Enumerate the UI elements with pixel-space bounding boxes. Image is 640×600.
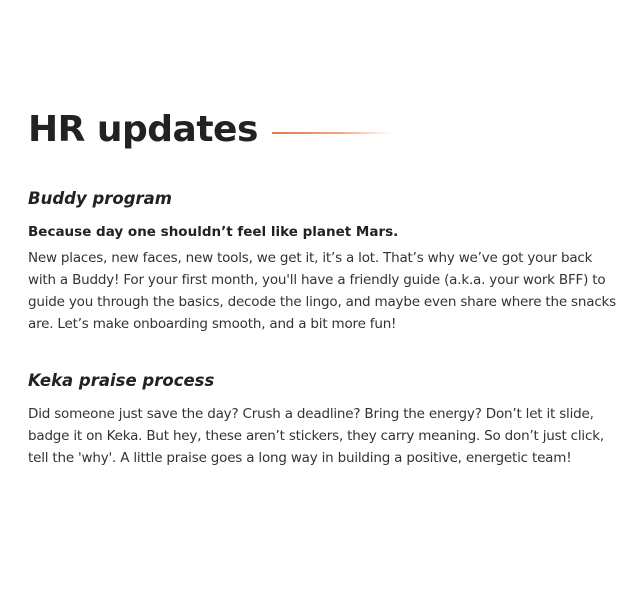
section-lead: Because day one shouldn’t feel like planet Mars. [28,224,399,240]
section-buddy-program [28,188,618,335]
page-title: HR updates [28,109,258,150]
title-accent-line [272,132,392,134]
section-heading: Keka praise process [28,371,215,390]
section-heading: Buddy program [28,189,173,208]
section-body: Did someone just save the day? Crush a deadline? Bring the energy? Don’t let it slide, badge it on Keka. But hey, these aren’t stickers, they carry meaning. So don’t just click, tell the 'why'. A little praise goes a long way in building a positive, energetic team! [28,406,604,466]
title-row [28,106,392,154]
section-body: New places, new faces, new tools, we get it, it’s a lot. That’s why we’ve got your back with a Buddy! For your first month, you'll have a friendly guide (a.k.a. your work BFF) to guide you through the basics, decode the lingo, and maybe even share where the snacks are. Let’s make onboarding smooth, and a bit more fun! [28,250,616,332]
section-keka-praise-process [28,370,618,469]
